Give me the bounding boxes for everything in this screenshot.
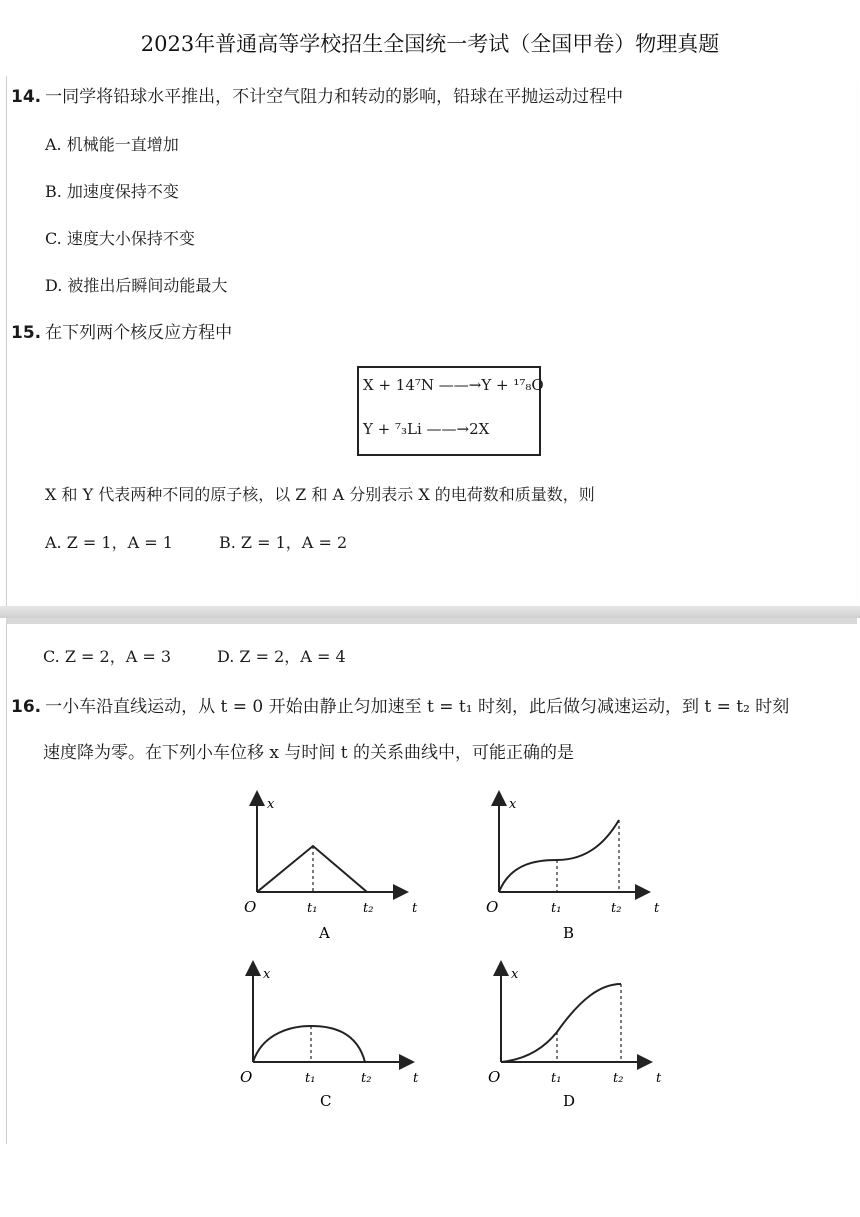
graph-d-t2-label: t₂ <box>613 1071 624 1086</box>
graph-c-x-label: x <box>263 967 271 982</box>
graph-a-t2-label: t₂ <box>363 901 374 916</box>
q16-stem-line-2: 速度降为零。在下列小车位移 x 与时间 t 的关系曲线中，可能正确的是 <box>43 743 575 763</box>
graph-d-x-label: x <box>511 967 519 982</box>
q15-stem-line <box>11 322 232 344</box>
graph-c-origin: O <box>240 1068 253 1086</box>
q15-number: 15. <box>11 323 42 343</box>
q15-description: X 和 Y 代表两种不同的原子核，以 Z 和 A 分别表示 X 的电荷数和质量数，则 <box>45 485 595 504</box>
graph-c-t1-label: t₁ <box>305 1071 316 1086</box>
q14-option-c: C. 速度大小保持不变 <box>45 229 195 248</box>
graph-a-caption: A <box>319 924 330 942</box>
q14-number: 14. <box>11 87 42 107</box>
q14-stem: 一同学将铅球水平推出，不计空气阻力和转动的影响，铅球在平抛运动过程中 <box>45 87 624 107</box>
q16-stem-line-1 <box>11 696 789 718</box>
graph-a-origin: O <box>244 898 257 916</box>
graph-a-x-label: x <box>267 797 275 812</box>
graph-a-curve <box>257 846 367 892</box>
equation-1: X + 14⁷N ——→Y + ¹⁷₈O <box>363 376 544 394</box>
q16-number: 16. <box>11 697 42 717</box>
graph-b <box>486 792 660 942</box>
q15-stem: 在下列两个核反应方程中 <box>45 323 233 343</box>
graph-c-curve <box>253 1026 365 1062</box>
graph-a-t1-label: t₁ <box>307 901 318 916</box>
graph-b-origin: O <box>486 898 499 916</box>
equation-box <box>357 366 544 456</box>
question-panel-2 <box>6 618 857 1144</box>
motion-graphs <box>7 782 857 1122</box>
q15-option-c: C. Z = 2，A = 3 <box>43 647 172 666</box>
graph-d-t-label: t <box>656 1071 662 1086</box>
graph-d-curve <box>501 984 621 1062</box>
equation-2: Y + ⁷₃Li ——→2X <box>363 420 490 438</box>
graph-b-curve <box>499 820 619 892</box>
q14-option-b: B. 加速度保持不变 <box>45 182 179 201</box>
graph-d-t1-label: t₁ <box>551 1071 562 1086</box>
question-panel-1 <box>6 76 857 606</box>
graph-c <box>240 962 419 1110</box>
graph-b-x-label: x <box>509 797 517 812</box>
graph-b-t1-label: t₁ <box>551 901 562 916</box>
q16-stem-1: 一小车沿直线运动，从 t = 0 开始由静止匀加速至 t = t₁ 时刻，此后做匀减速运动，到 t = t₂ 时刻 <box>45 697 790 717</box>
q15-option-d: D. Z = 2，A = 4 <box>217 647 346 666</box>
graph-b-t2-label: t₂ <box>611 901 622 916</box>
graph-b-caption: B <box>563 924 575 942</box>
q15-option-a: A. Z = 1，A = 1 <box>45 533 173 552</box>
graph-c-t-label: t <box>413 1071 419 1086</box>
q14-option-d: D. 被推出后瞬间动能最大 <box>45 276 228 295</box>
graph-b-t-label: t <box>654 901 660 916</box>
page-title: 2023年普通高等学校招生全国统一考试（全国甲卷）物理真题 <box>140 32 720 56</box>
graph-c-t2-label: t₂ <box>361 1071 372 1086</box>
graph-d-origin: O <box>488 1068 501 1086</box>
graph-c-caption: C <box>320 1092 332 1110</box>
graph-a-t-label: t <box>412 901 418 916</box>
q14-stem-line <box>11 86 623 108</box>
graph-a <box>244 792 418 942</box>
graph-d-caption: D <box>563 1092 576 1110</box>
page-divider <box>0 606 860 618</box>
q14-option-a: A. 机械能一直增加 <box>45 135 179 154</box>
graph-d <box>488 962 662 1110</box>
q15-option-b: B. Z = 1，A = 2 <box>219 533 348 552</box>
